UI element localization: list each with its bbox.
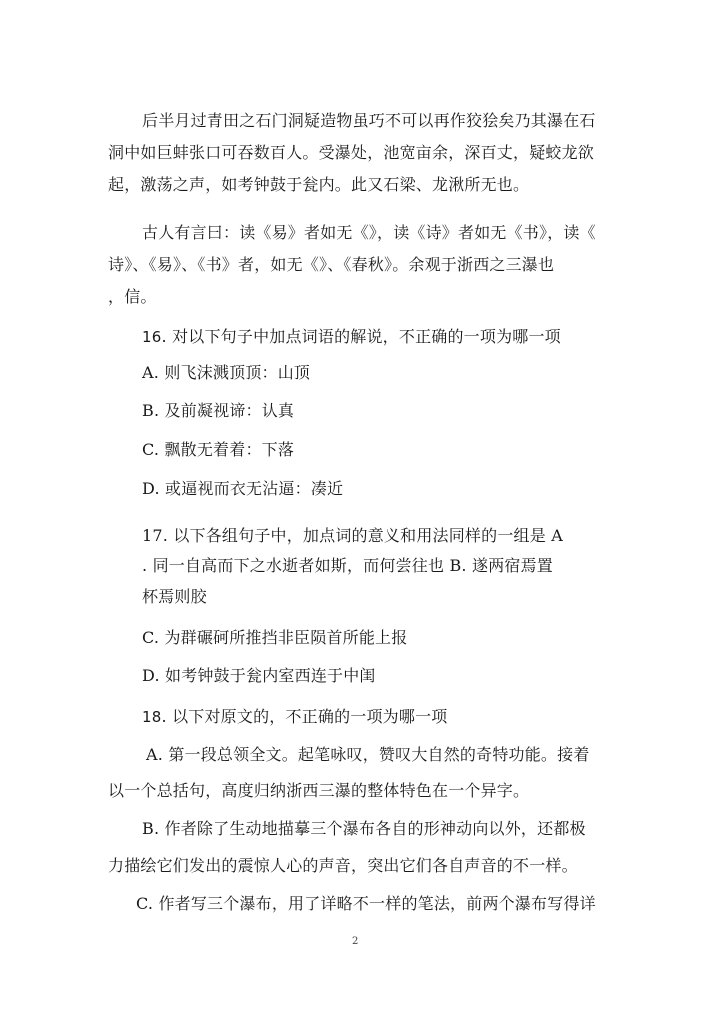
question-17-stem: 17. 以下各组句子中，加点词的意义和用法同样的一组是 A	[142, 526, 563, 545]
question-17-stem-line: 杯焉则胶	[142, 587, 207, 606]
question-18-stem	[142, 706, 447, 728]
question-18-option-b-cont: 力描绘它们发出的震惊人心的声音，突出它们各自声音的不一样。	[108, 856, 578, 875]
question-16-option-a: A. 则飞沫溅顶顶：山顶	[142, 363, 311, 382]
passage-line: ，信。	[108, 287, 157, 306]
question-17-option-c: C. 为群碾砢所推挡非臣陨首所能上报	[142, 628, 408, 647]
question-16-stem	[142, 326, 561, 348]
passage-line: 起，激荡之声，如考钟鼓于瓮内。此又石梁、龙湫所无也。	[108, 175, 530, 194]
question-number: 18	[142, 708, 162, 726]
passage-line: 后半月过青田之石门洞疑造物虽巧不可以再作狡狯矣乃其瀑在石	[142, 111, 596, 130]
passage-line: 洞中如巨蚌张口可吞数百人。受瀑处，池宽亩余，深百丈，疑蛟龙欲	[108, 143, 595, 162]
question-text: . 对以下句子中加点词语的解说，不正确的一项为哪一项	[161, 327, 561, 346]
question-18-option-b: B. 作者除了生动地描摹三个瀑布各自的形神动向以外，还都极	[142, 819, 586, 838]
question-16-option-d: D. 或逼视而衣无沾逼：凑近	[142, 479, 344, 498]
question-18-option-a: A. 第一段总领全文。起笔咏叹，赞叹大自然的奇特功能。接着	[146, 745, 590, 764]
question-18-option-c: C. 作者写三个瀑布，用了详略不一样的笔法，前两个瀑布写得详	[136, 894, 596, 913]
question-16-option-b: B. 及前凝视谛：认真	[142, 401, 295, 420]
question-number: 16	[142, 328, 162, 346]
passage-line: 诗》、《易》、《书》者，如无《》、《春秋》。余观于浙西之三瀑也	[108, 255, 555, 274]
passage-line: 古人有言曰：读《易》者如无《》，读《诗》者如无《书》，读《	[142, 223, 596, 242]
question-text: . 以下对原文的，不正确的一项为哪一项	[161, 707, 448, 726]
page-number: 2	[352, 936, 359, 947]
question-17-stem-line: . 同一自高而下之水逝者如斯，而何尝往也 B. 遂两宿焉置	[142, 556, 553, 575]
question-16-option-c: C. 飘散无着着：下落	[142, 440, 295, 459]
question-18-option-a-cont: 以一个总括句，高度归纳浙西三瀑的整体特色在一个异字。	[108, 781, 530, 800]
question-17-option-d: D. 如考钟鼓于瓮内室西连于中闺	[142, 666, 376, 685]
